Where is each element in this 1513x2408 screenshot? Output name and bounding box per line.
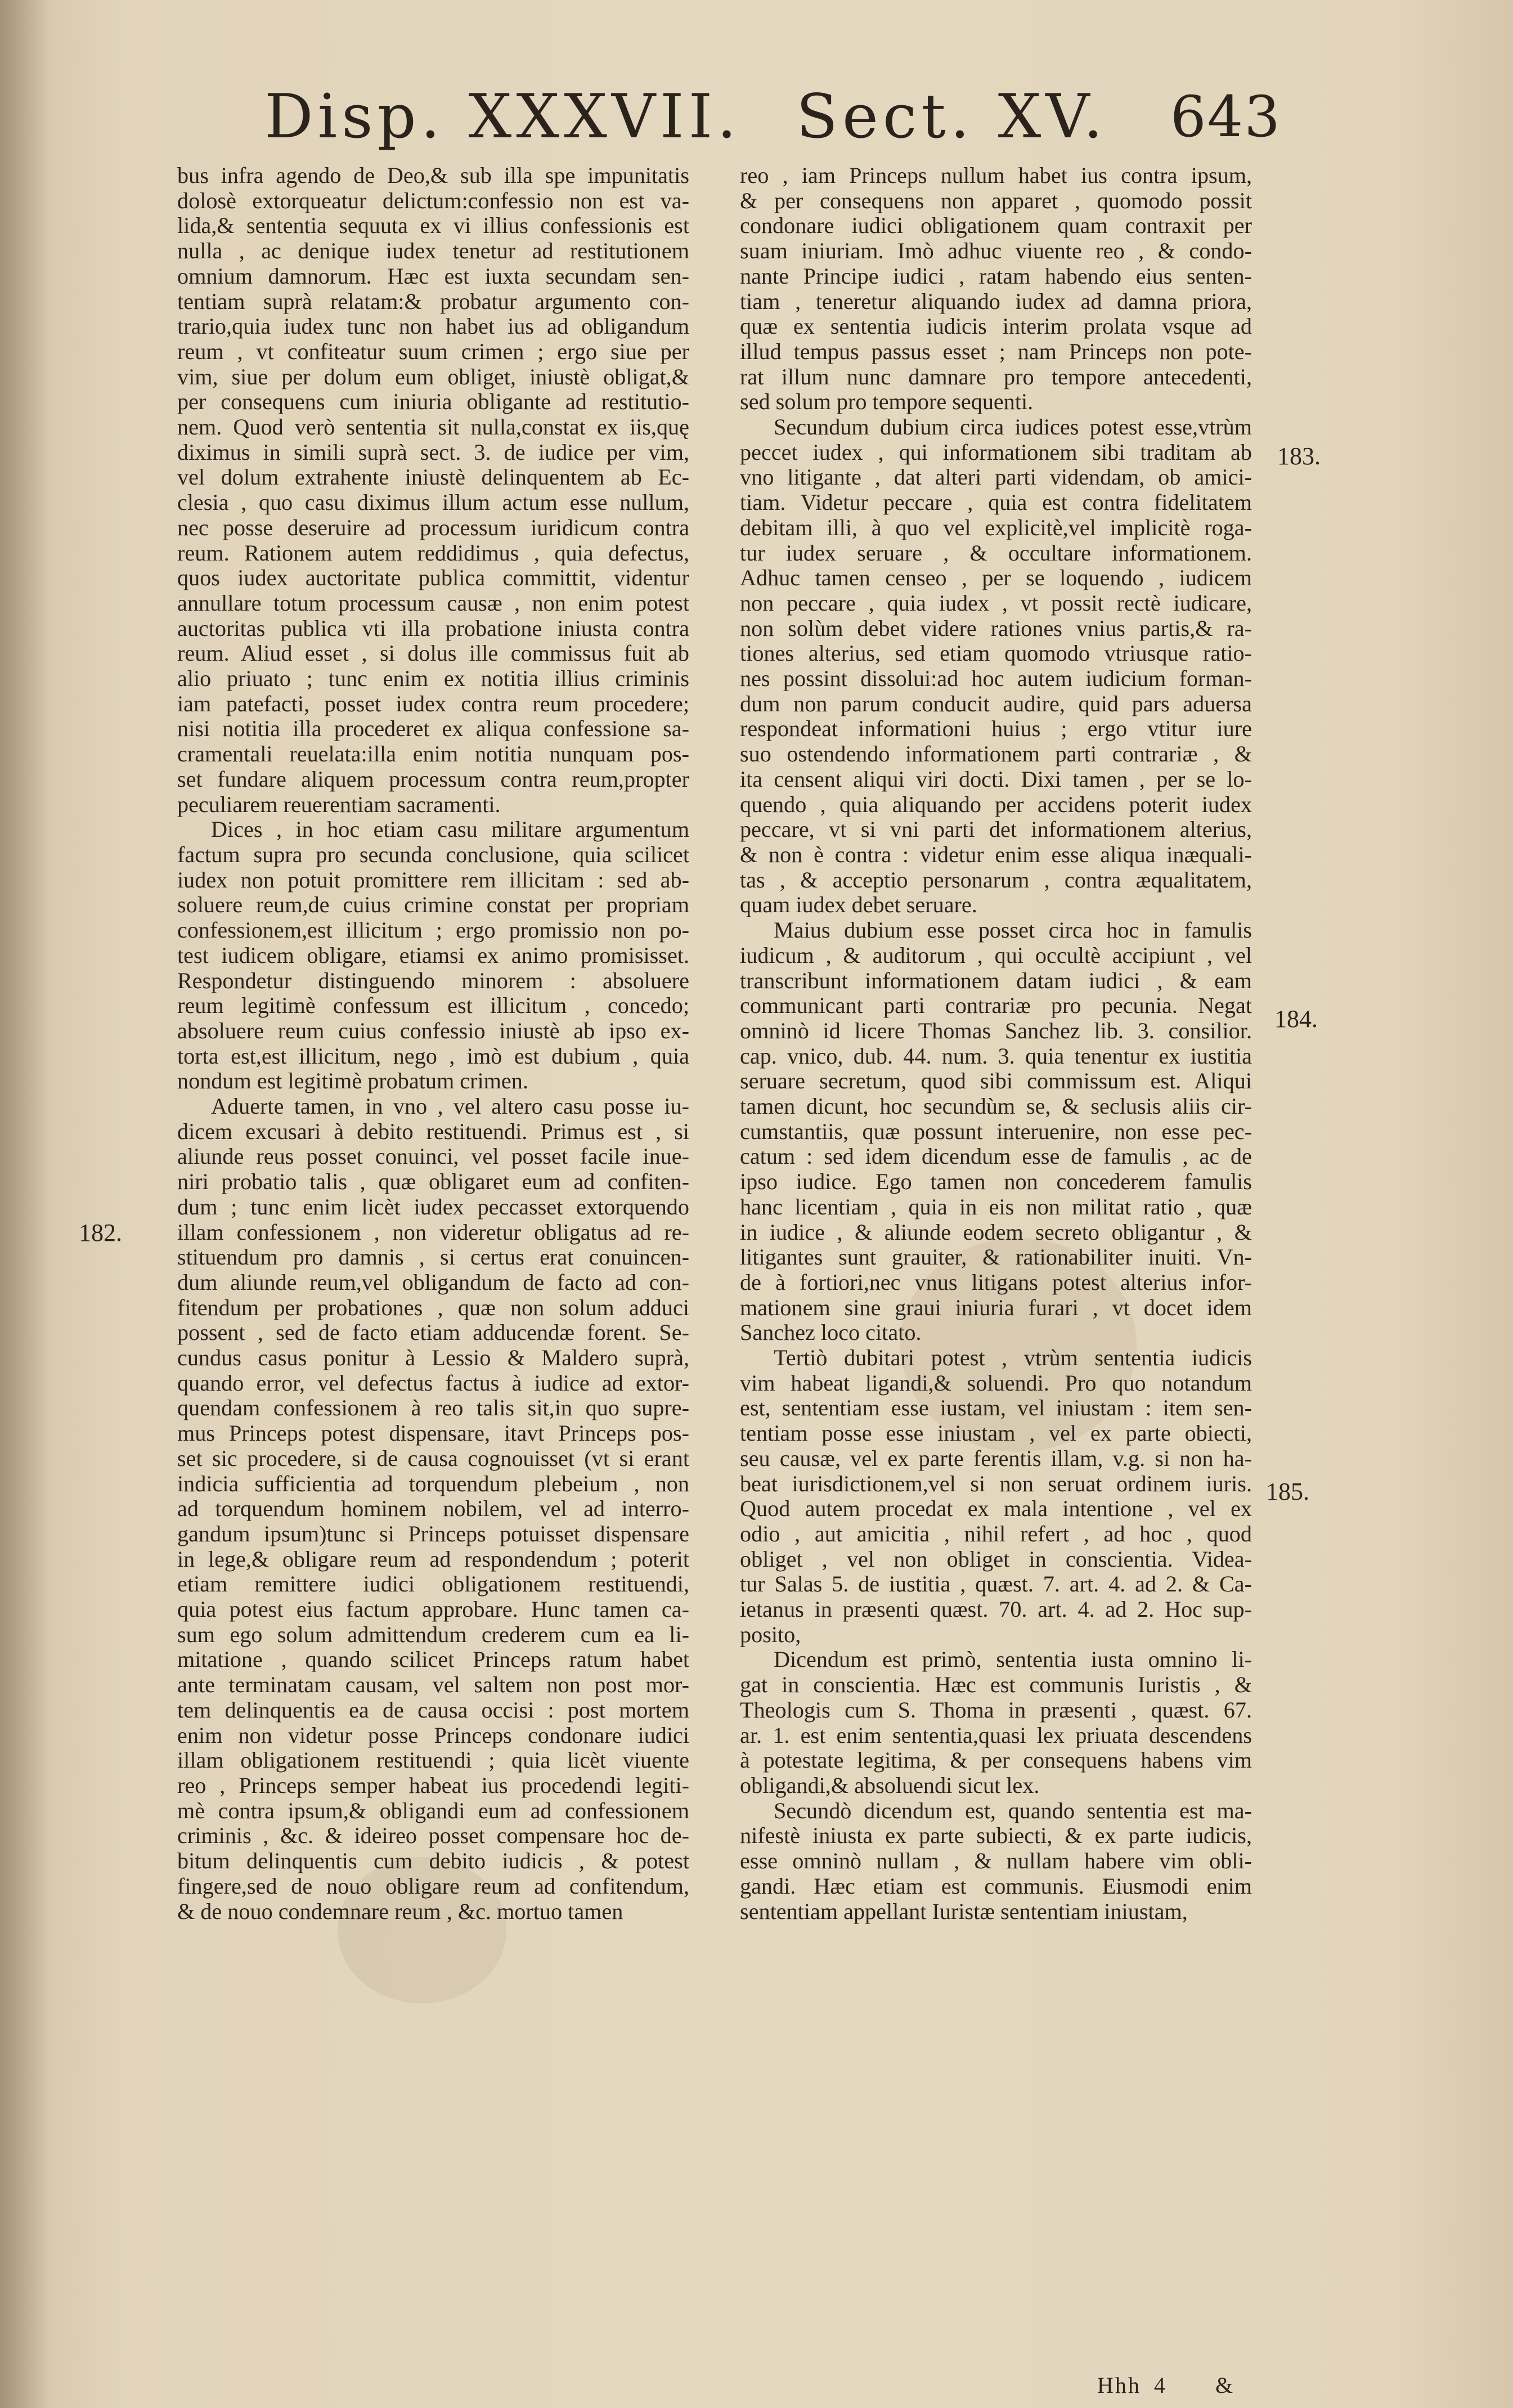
text-line: communicant parti contrariæ pro pecunia. Negat bbox=[740, 993, 1252, 1019]
text-line: nifestè iniusta ex parte subiecti, & ex parte iudicis, bbox=[740, 1823, 1252, 1849]
text-line: aliunde reus posset conuinci, vel posset facile inue- bbox=[177, 1144, 689, 1169]
text-line: auctoritas publica vti illa probatione iniusta contra bbox=[177, 615, 689, 641]
text-line: sententiam appellant Iuristæ sententiam iniustam, bbox=[740, 1898, 1188, 1924]
text-line: reo , Princeps semper habeat ius procedendi legiti- bbox=[177, 1773, 689, 1798]
text-line: Aduerte tamen, in vno , vel altero casu posse iu- bbox=[211, 1093, 689, 1119]
catchword: & bbox=[1215, 2373, 1233, 2398]
text-line: catum : sed idem dicendum esse de famulis , ac de bbox=[740, 1144, 1252, 1169]
text-line: iam patefacti, posset iudex contra reum procedere; bbox=[177, 690, 689, 716]
text-line: reum legitimè confessum est illicitum , concedo; bbox=[177, 993, 689, 1019]
text-line: posito, bbox=[740, 1621, 801, 1647]
text-line: obliget , vel non obliget in conscientia. Videa- bbox=[740, 1546, 1252, 1572]
text-line: torta est,est illicitum, nego , imò est dubium , quia bbox=[177, 1043, 689, 1069]
text-line: alio priuato ; tunc enim ex notitia illius criminis bbox=[177, 666, 689, 692]
text-line: enim non videtur posse Princeps condonare iudici bbox=[177, 1722, 689, 1748]
text-line: Secundum dubium circa iudices potest esse,vtrùm bbox=[774, 414, 1252, 440]
text-line: nes possint dissolui:ad hoc autem iudicium forman- bbox=[740, 666, 1252, 692]
running-head-disputation: Disp. XXXVII. bbox=[264, 82, 741, 152]
text-line: de à fortiori,nec vnus litigans potest alterius infor- bbox=[740, 1269, 1252, 1295]
text-line: tas , & acceptio personarum , contra æqualitatem, bbox=[740, 867, 1252, 893]
text-line: mitatione , quando scilicet Princeps ratum habet bbox=[177, 1647, 689, 1672]
text-line: iudex non potuit promittere rem illicitam : sed ab- bbox=[177, 867, 689, 893]
gutter-shadow bbox=[0, 0, 51, 2408]
text-line: indicia sufficientia ad torquendum plebeium , non bbox=[177, 1470, 689, 1496]
margin-number-183: 183. bbox=[1277, 442, 1321, 470]
text-line: test iudicem obligare, etiamsi ex animo promisisset. bbox=[177, 942, 689, 968]
text-line: à potestate legitima, & per consequens habens vim bbox=[740, 1747, 1252, 1773]
signature-mark: Hhh 4 bbox=[1097, 2373, 1167, 2398]
text-line: Maius dubium esse posset circa hoc in famulis bbox=[774, 917, 1252, 943]
text-line: gandum ipsum)tunc si Princeps potuisset dispensare bbox=[177, 1521, 689, 1546]
text-line: omninò id licere Thomas Sanchez lib. 3. consilior. bbox=[740, 1017, 1252, 1043]
text-line: nondum est legitimè probatum crimen. bbox=[177, 1068, 528, 1094]
text-line: transcribunt informationem datam iudici , & eam bbox=[740, 967, 1252, 993]
text-line: nec posse deseruire ad processum iuridicum contra bbox=[177, 514, 689, 540]
text-line: bitum delinquentis cum debito iudicis , & potest bbox=[177, 1848, 689, 1874]
text-line: suam iniuriam. Imò adhuc viuente reo , & condo- bbox=[740, 238, 1252, 264]
text-line: illud tempus passus esset ; nam Princeps non pote- bbox=[740, 338, 1252, 364]
text-line: ante terminatam causam, vel saltem non post mor- bbox=[177, 1672, 689, 1698]
text-line: obligandi,& absoluendi sicut lex. bbox=[740, 1773, 1040, 1798]
text-line: etiam remittere iudici obligationem restituendi, bbox=[177, 1571, 689, 1597]
text-line: vim habeat ligandi,& soluendi. Pro quo notandum bbox=[740, 1370, 1252, 1396]
margin-number-182: 182. bbox=[79, 1219, 122, 1246]
text-line: cumstantiis, quæ possunt interuenire, non esse pec- bbox=[740, 1118, 1252, 1144]
text-line: quam iudex debet seruare. bbox=[740, 892, 977, 918]
text-line: Dices , in hoc etiam casu militare argumentum bbox=[211, 817, 689, 842]
text-line: tamen dicunt, hoc secundùm se, & seclusis aliis cir- bbox=[740, 1093, 1252, 1119]
text-line: nem. Quod verò sententia sit nulla,constat ex iis,quę bbox=[177, 414, 689, 440]
text-line: set sic procedere, si de causa cognouisset (vt si erant bbox=[177, 1445, 689, 1471]
text-line: sum ego solum admittendum crederem cum ea li- bbox=[177, 1621, 689, 1647]
text-line: ipso iudice. Ego tamen non concederem famulis bbox=[740, 1169, 1252, 1195]
text-line: & non è contra : videtur enim esse aliqua inæquali- bbox=[740, 841, 1252, 867]
text-line: quando error, vel defectus factus à iudice ad extor- bbox=[177, 1370, 689, 1396]
text-line: quendam confessionem à reo talis sit,in quo supre- bbox=[177, 1395, 689, 1421]
text-line: bus infra agendo de Deo,& sub illa spe impunitatis bbox=[177, 163, 689, 188]
text-line: dicem excusari à debito restituendi. Primus est , si bbox=[177, 1118, 689, 1144]
text-line: quæ ex sententia iudicis interim prolata vsque ad bbox=[740, 313, 1252, 339]
text-line: litigantes sunt grauiter, & rationabiliter inuiti. Vn- bbox=[740, 1244, 1252, 1270]
text-line: in iudice , & aliunde eodem secreto obligantur , & bbox=[740, 1219, 1252, 1245]
text-line: absoluere reum cuius confessio iniustè ab ipso ex- bbox=[177, 1017, 689, 1043]
text-line: per consequens cum iniuria obligante ad restitutio- bbox=[177, 389, 689, 415]
running-head-section: Sect. XV. bbox=[796, 82, 1107, 152]
text-line: dum aliunde reum,vel obligandum de facto ad con- bbox=[177, 1269, 689, 1295]
text-line: condonare iudici obligationem quam contraxit per bbox=[740, 213, 1252, 239]
text-line: peccet iudex , qui informationem sibi traditam ab bbox=[740, 439, 1252, 465]
text-line: reo , iam Princeps nullum habet ius contra ipsum, bbox=[740, 163, 1252, 188]
text-line: debitam illi, à quo vel explicitè,vel implicitè roga- bbox=[740, 514, 1252, 540]
text-line: fitendum per probationes , quæ non solum adduci bbox=[177, 1294, 689, 1320]
text-line: Adhuc tamen censeo , per se loquendo , iudicem bbox=[740, 565, 1252, 591]
text-line: nulla , ac denique iudex tenetur ad restitutionem bbox=[177, 238, 689, 264]
text-line: Quod autem procedat ex mala intentione , vel ex bbox=[740, 1496, 1252, 1522]
text-line: dolosè extorqueatur delictum:confessio non est va- bbox=[177, 187, 689, 213]
text-line: mè contra ipsum,& obligandi eum ad confessionem bbox=[177, 1797, 689, 1823]
text-line: reum. Rationem autem reddidimus , quia defectus, bbox=[177, 540, 689, 566]
margin-number-185: 185. bbox=[1266, 1478, 1309, 1505]
text-line: clesia , quo casu diximus illum actum esse nullum, bbox=[177, 490, 689, 515]
text-line: nisi notitia illa procederet ex aliqua confessione sa- bbox=[177, 716, 689, 742]
text-line: est, sententiam esse iustam, vel iniustam : item sen- bbox=[740, 1395, 1252, 1421]
text-line: tur iudex seruare , & occultare informationem. bbox=[740, 540, 1252, 566]
text-line: vim, siue per dolum eum obliget, iniustè obligat,& bbox=[177, 364, 689, 389]
text-line: lida,& sententia sequuta ex vi illius confessionis est bbox=[177, 213, 689, 239]
text-line: vno litigante , dat alteri parti videndam, ob amici- bbox=[740, 464, 1252, 490]
text-line: gandi. Hæc etiam est communis. Eiusmodi enim bbox=[740, 1873, 1252, 1899]
text-line: stituendum pro damnis , si certus erat conuincen- bbox=[177, 1244, 689, 1270]
margin-number-184: 184. bbox=[1274, 1005, 1318, 1033]
text-line: quia potest eius factum approbare. Hunc tamen ca- bbox=[177, 1597, 689, 1622]
text-line: gat in conscientia. Hæc est communis Iuristis , & bbox=[740, 1672, 1252, 1698]
text-line: vel dolum extrahente iniustè delinquentem ab Ec- bbox=[177, 464, 689, 490]
text-line: tentiam posse esse iniustam , vel ex parte obiecti, bbox=[740, 1420, 1252, 1446]
text-line: tem delinquentis ea de causa occisi : post mortem bbox=[177, 1697, 689, 1723]
text-line: dum non parum conducit audire, quid pars aduersa bbox=[740, 690, 1252, 716]
text-line: nante Principe iudici , ratam habendo eius senten- bbox=[740, 263, 1252, 289]
text-line: suo ostendendo informationem parti contrariæ , & bbox=[740, 741, 1252, 767]
text-line: esse omninò nullam , & nullam habere vim obli- bbox=[740, 1848, 1252, 1874]
right-text-column bbox=[740, 163, 1252, 1924]
text-line: in lege,& obligare reum ad respondendum ; poterit bbox=[177, 1546, 689, 1572]
text-line: Sanchez loco citato. bbox=[740, 1320, 922, 1346]
text-line: factum supra pro secunda conclusione, quia scilicet bbox=[177, 841, 689, 867]
text-line: rat illum nunc damnare pro tempore antecedenti, bbox=[740, 364, 1252, 389]
text-line: & per consequens non apparet , quomodo possit bbox=[740, 187, 1252, 213]
text-line: beat iurisdictionem,vel si non seruat ordinem iuris. bbox=[740, 1470, 1252, 1496]
running-header bbox=[0, 73, 1513, 163]
text-line: Secundò dicendum est, quando sententia est ma- bbox=[774, 1797, 1252, 1823]
text-line: tentiam suprà relatam:& probatur argumento con- bbox=[177, 288, 689, 314]
text-line: reum. Aliud esset , si dolus ille commissus fuit ab bbox=[177, 640, 689, 666]
text-line: non peccare , quia iudex , vt possit rectè iudicare, bbox=[740, 590, 1252, 616]
text-line: mus Princeps potest dispensare, itavt Princeps pos- bbox=[177, 1420, 689, 1446]
text-line: confessionem,est illicitum ; ergo promissio non po- bbox=[177, 917, 689, 943]
text-line: ad torquendum hominem nobilem, vel ad interro- bbox=[177, 1496, 689, 1522]
text-line: trario,quia iudex tunc non habet ius ad obligandum bbox=[177, 313, 689, 339]
text-line: ietanus in præsenti quæst. 70. art. 4. ad 2. Hoc sup- bbox=[740, 1597, 1252, 1622]
text-line: fingere,sed de nouo obligare reum ad confitendum, bbox=[177, 1873, 689, 1899]
text-line: hanc licentiam , quia in eis non militat ratio , quæ bbox=[740, 1194, 1252, 1219]
text-line: peccare, vt si vni parti det informationem alterius, bbox=[740, 817, 1252, 842]
text-line: cramentali reuelata:illa enim notitia nunquam pos- bbox=[177, 741, 689, 767]
text-line: ar. 1. est enim sententia,quasi lex priuata descendens bbox=[740, 1722, 1252, 1748]
text-line: illam obligationem restituendi ; quia licèt viuente bbox=[177, 1747, 689, 1773]
text-line: niri probatio talis , quæ obligaret eum ad confiten- bbox=[177, 1169, 689, 1195]
text-line: possent , sed de facto etiam adducendæ forent. Se- bbox=[177, 1320, 689, 1346]
text-line: omnium damnorum. Hæc est iuxta secundam sen- bbox=[177, 263, 689, 289]
text-line: quos iudex auctoritate publica committit, videntur bbox=[177, 565, 689, 591]
text-line: non solùm debet videre rationes vnius partis,& ra- bbox=[740, 615, 1252, 641]
text-line: tiam , teneretur aliquando iudex ad damna priora, bbox=[740, 288, 1252, 314]
text-line: odio , aut amicitia , nihil refert , ad hoc , quod bbox=[740, 1521, 1252, 1546]
page-number: 643 bbox=[1170, 84, 1281, 150]
text-line: tiones alterius, sed etiam quomodo vtriusque ratio- bbox=[740, 640, 1252, 666]
text-line: Theologis cum S. Thoma in præsenti , quæst. 67. bbox=[740, 1697, 1252, 1723]
text-line: soluere reum,de cuius crimine constat per propriam bbox=[177, 892, 689, 918]
text-line: & de nouo condemnare reum , &c. mortuo tamen bbox=[177, 1898, 623, 1924]
text-line: Tertiò dubitari potest , vtrùm sententia iudicis bbox=[774, 1345, 1252, 1371]
text-line: mationem sine graui iniuria furari , vt docet idem bbox=[740, 1294, 1252, 1320]
text-line: quendo , quia aliquando per accidens poterit iudex bbox=[740, 791, 1252, 817]
text-line: dum ; tunc enim licèt iudex peccasset extorquendo bbox=[177, 1194, 689, 1219]
text-line: illam confessionem , non videretur obligatus ad re- bbox=[177, 1219, 689, 1245]
text-line: criminis , &c. & ideireo posset compensare hoc de- bbox=[177, 1823, 689, 1849]
text-line: respondeat informationi huius ; ergo vtitur iure bbox=[740, 716, 1252, 742]
text-line: tiam. Videtur peccare , quia est contra fidelitatem bbox=[740, 490, 1252, 515]
text-line: cundus casus ponitur à Lessio & Maldero suprà, bbox=[177, 1345, 689, 1371]
text-line: seu causæ, vel ex parte ferentis illam, v.g. si non ha- bbox=[740, 1445, 1252, 1471]
text-line: Respondetur distinguendo minorem : absoluere bbox=[177, 967, 689, 993]
text-line: annullare totum processum causæ , non enim potest bbox=[177, 590, 689, 616]
text-line: peculiarem reuerentiam sacramenti. bbox=[177, 791, 501, 817]
text-line: tur Salas 5. de iustitia , quæst. 7. art. 4. ad 2. & Ca- bbox=[740, 1571, 1252, 1597]
text-line: iudicum , & auditorum , qui occultè accipiunt , vel bbox=[740, 942, 1252, 968]
text-line: seruare secretum, quod sibi commissum est. Aliqui bbox=[740, 1068, 1252, 1094]
text-line: sed solum pro tempore sequenti. bbox=[740, 389, 1034, 415]
left-text-column bbox=[177, 163, 689, 1924]
text-line: reum , vt confiteatur suum crimen ; ergo siue per bbox=[177, 338, 689, 364]
text-line: set fundare aliquem processum contra reum,propter bbox=[177, 766, 689, 792]
text-line: ita censent aliqui viri docti. Dixi tamen , per se lo- bbox=[740, 766, 1252, 792]
text-line: diximus in simili suprà sect. 3. de iudice per vim, bbox=[177, 439, 689, 465]
text-line: cap. vnico, dub. 44. num. 3. quia tenentur ex iustitia bbox=[740, 1043, 1252, 1069]
text-line: Dicendum est primò, sententia iusta omnino li- bbox=[774, 1647, 1252, 1672]
